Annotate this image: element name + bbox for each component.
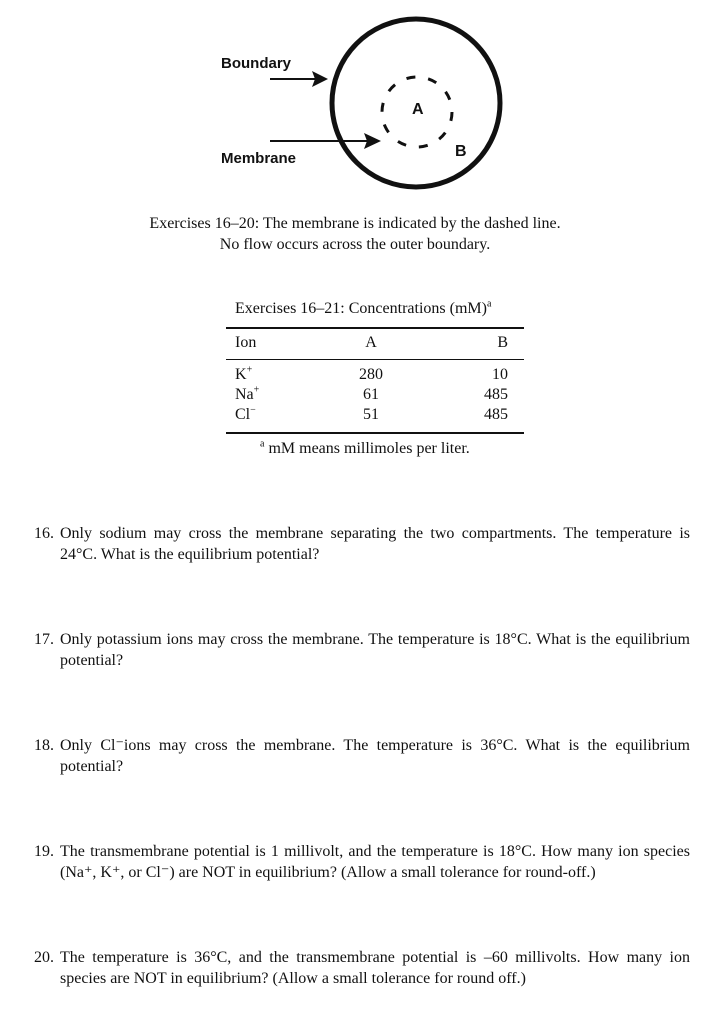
ion-charge: +: [253, 384, 260, 396]
table-header-rule: [226, 359, 524, 360]
question-18: [34, 735, 690, 777]
question-text: The temperature is 36°C, and the transmembrane potential is –60 millivolts. How many ion species are NOT in equilibrium? (Allow a small tolerance for round off.): [60, 949, 690, 987]
table-top-rule: [226, 327, 524, 329]
table-cell-a: 280: [359, 366, 383, 383]
question-number: 19.: [34, 843, 54, 860]
table-title: [235, 300, 491, 318]
question-number: 18.: [34, 737, 54, 754]
header-ion: Ion: [235, 334, 257, 351]
question-19: [34, 841, 690, 883]
question-20: [34, 947, 690, 989]
footnote-mark: a: [260, 438, 265, 450]
header-a: A: [365, 334, 377, 351]
table-row-ion: [235, 386, 259, 404]
table-footnote: [260, 440, 470, 458]
question-text: The transmembrane potential is 1 millivolt, and the temperature is 18°C. How many ion species (Na⁺, K⁺, or Cl⁻) are NOT in equilibrium? (Allow a small tolerance for round-off.): [60, 843, 690, 881]
question-16: [34, 523, 690, 565]
question-number: 17.: [34, 631, 54, 648]
ion-charge: −: [250, 404, 256, 416]
question-text: Only sodium may cross the membrane separating the two compartments. The temperature is 24°C. What is the equilibrium potential?: [60, 525, 690, 563]
figure-caption-line1: Exercises 16–20: The membrane is indicated by the dashed line.: [149, 215, 561, 232]
ion-name: K: [235, 366, 247, 383]
ion-name: Na: [235, 386, 254, 403]
membrane-label: Membrane: [221, 150, 297, 167]
table-cell-b: 485: [484, 386, 508, 403]
figure-caption-line2: No flow occurs across the outer boundary.: [219, 236, 491, 253]
boundary-membrane-diagram: [0, 0, 710, 200]
table-bottom-rule: [226, 432, 524, 434]
question-text: Only potassium ions may cross the membrane. The temperature is 18°C. What is the equilibrium potential?: [60, 631, 690, 669]
ion-name: Cl: [235, 406, 251, 423]
compartment-b-label: B: [455, 143, 467, 160]
table-title-footnote-mark: a: [486, 298, 492, 310]
question-number: 20.: [34, 949, 54, 966]
table-title-text: Exercises 16–21: Concentrations (mM): [235, 300, 487, 317]
table-cell-b: 10: [492, 366, 508, 383]
ion-charge: +: [246, 364, 253, 376]
header-b: B: [497, 334, 508, 351]
table-row-ion: [235, 406, 256, 424]
table-row-ion: [235, 366, 252, 384]
footnote-text: mM means millimoles per liter.: [264, 440, 470, 457]
table-cell-b: 485: [484, 406, 508, 423]
table-cell-a: 51: [363, 406, 379, 423]
table-cell-a: 61: [363, 386, 379, 403]
question-17: [34, 629, 690, 671]
compartment-a-label: A: [412, 101, 424, 118]
question-number: 16.: [34, 525, 54, 542]
boundary-label: Boundary: [221, 55, 292, 72]
question-text: Only Cl⁻ions may cross the membrane. The temperature is 36°C. What is the equilibrium potential?: [60, 737, 690, 775]
